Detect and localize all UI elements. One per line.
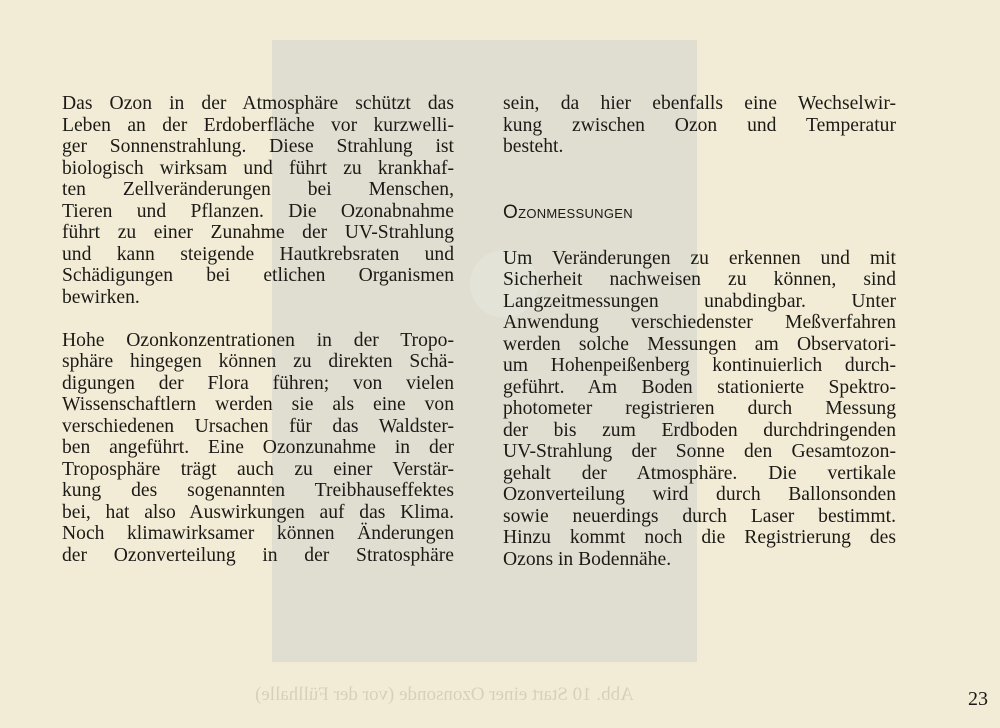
text-line: Troposphäre trägt auch zu einer Verstär- — [62, 458, 454, 480]
text-line: Hohe Ozonkonzentrationen in der Tropo- — [62, 329, 454, 351]
text-line: Ozons in Bodennähe. — [503, 548, 672, 570]
text-line: ger Sonnenstrahlung. Diese Strahlung ist — [62, 136, 454, 157]
text-line: ben angeführt. Eine Ozonzunahme in der — [62, 437, 454, 458]
paragraph-ozone-protection — [62, 93, 454, 308]
paragraph-continuation — [503, 93, 896, 158]
text-line: sowie neuerdings durch Laser bestimmt. — [503, 505, 896, 527]
text-line: digungen der Flora führen; von vielen — [62, 372, 454, 394]
text-line: Sicherheit nachweisen zu können, sind — [503, 269, 896, 290]
text-line: besteht. — [503, 136, 564, 157]
text-line: Anwendung verschiedenster Meßverfahren — [503, 312, 896, 333]
text-line: führt zu einer Zunahme der UV-Strahlung — [62, 222, 454, 243]
paragraph-measurements — [503, 248, 896, 571]
text-line: kung des sogenannten Treibhauseffektes — [62, 480, 454, 501]
text-line: werden solche Messungen am Observatori- — [503, 333, 896, 355]
text-line: Hinzu kommt noch die Registrierung des — [503, 527, 896, 548]
text-line: um Hohenpeißenberg kontinuierlich durch- — [503, 355, 896, 376]
left-column — [62, 93, 454, 566]
text-line: ten Zellveränderungen bei Menschen, — [62, 179, 454, 200]
text-line: Das Ozon in der Atmosphäre schützt das — [62, 93, 454, 114]
text-line: bewirken. — [62, 286, 140, 308]
text-line: photometer registrieren durch Messung — [503, 398, 896, 419]
text-line: der bis zum Erdboden durchdringenden — [503, 419, 896, 441]
section-heading: Ozonmessungen — [503, 201, 633, 223]
text-line: biologisch wirksam und führt zu krankhaf- — [62, 157, 454, 179]
text-line: Um Veränderungen zu erkennen und mit — [503, 247, 896, 269]
text-line: bei, hat also Auswirkungen auf das Klima. — [62, 501, 454, 523]
paragraph-tropospheric-ozone — [62, 330, 454, 567]
text-line: Ozonverteilung wird durch Ballonsonden — [503, 484, 896, 505]
text-line: kung zwischen Ozon und Temperatur — [503, 114, 896, 136]
text-line: der Ozonverteilung in der Stratosphäre — [62, 544, 454, 566]
text-line: Noch klimawirksamer können Änderungen — [62, 523, 454, 544]
text-line: sein, da hier ebenfalls eine Wechselwir- — [503, 93, 896, 114]
show-through-caption: Abb. 10 Start einer Ozonsonde (vor der Füllhalle) — [255, 684, 634, 705]
text-line: verschiedenen Ursachen für das Waldster- — [62, 415, 454, 437]
text-line: Leben an der Erdoberfläche vor kurzwelli- — [62, 114, 454, 136]
text-line: gehalt der Atmosphäre. Die vertikale — [503, 462, 896, 484]
text-line: und kann steigende Hautkrebsraten und — [62, 243, 454, 265]
text-line: UV-Strahlung der Sonne den Gesamtozon- — [503, 441, 896, 462]
text-line: sphäre hingegen können zu direkten Schä- — [62, 351, 454, 372]
text-line: Langzeitmessungen unabdingbar. Unter — [503, 290, 896, 312]
page-number: 23 — [968, 688, 988, 710]
text-line: Wissenschaftlern werden sie als eine von — [62, 394, 454, 415]
text-line: geführt. Am Boden stationierte Spektro- — [503, 376, 896, 398]
text-line: Tieren und Pflanzen. Die Ozonabnahme — [62, 200, 454, 222]
right-column — [503, 93, 896, 570]
text-line: Schädigungen bei etlichen Organismen — [62, 265, 454, 286]
